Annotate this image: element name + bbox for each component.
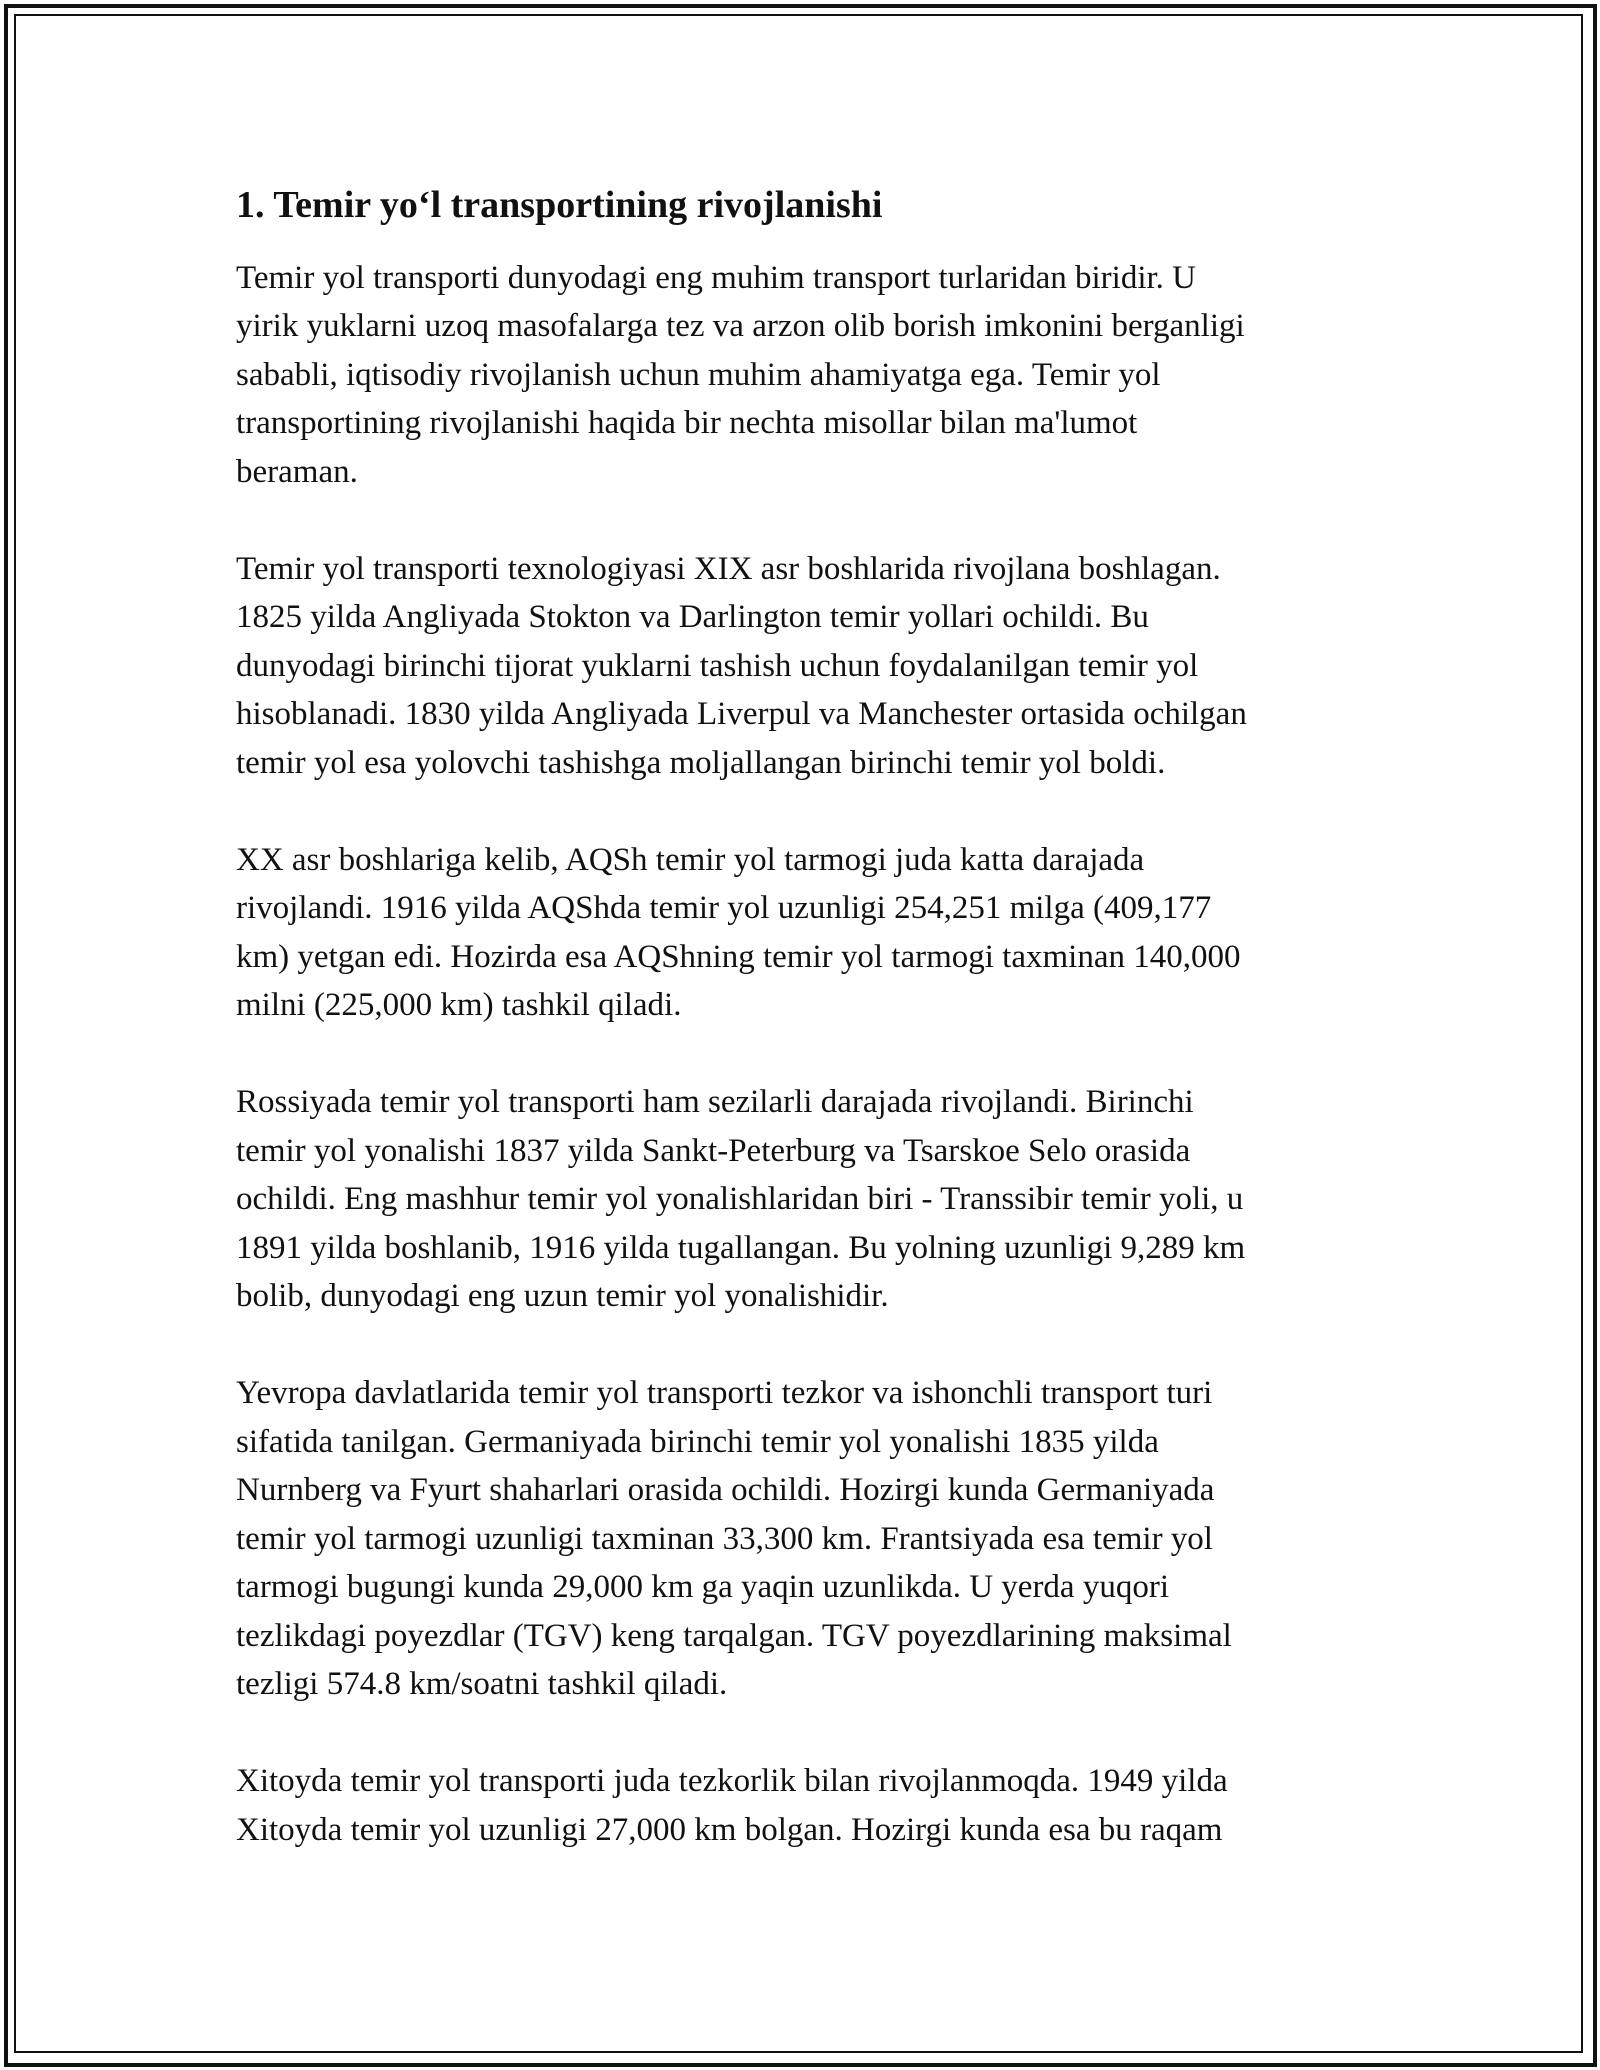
text-line: km) yetgan edi. Hozirda esa AQShning temir yol tarmogi taxminan 140,000 — [236, 938, 1241, 975]
text-line: 1891 yilda boshlanib, 1916 yilda tugallangan. Bu yolning uzunligi 9,289 km — [236, 1229, 1246, 1266]
text-line: yirik yuklarni uzoq masofalarga tez va arzon olib borish imkonini berganligi — [236, 308, 1245, 345]
text-line: 1825 yilda Angliyada Stokton va Darlington temir yollari ochildi. Bu — [236, 599, 1149, 636]
text-line: Nurnberg va Fyurt shaharlari orasida ochildi. Hozirgi kunda Germaniyada — [236, 1472, 1215, 1509]
paragraph-intro — [236, 254, 1366, 497]
paragraph-russia — [236, 1078, 1366, 1321]
document-body — [236, 183, 1366, 1903]
paragraph-china — [236, 1757, 1366, 1854]
text-line: Rossiyada temir yol transporti ham sezilarli darajada rivojlandi. Birinchi — [236, 1084, 1194, 1121]
text-line: transportining rivojlanishi haqida bir nechta misollar bilan ma'lumot — [236, 405, 1138, 442]
text-line: tarmogi bugungi kunda 29,000 km ga yaqin uzunlikda. U yerda yuqori — [236, 1569, 1169, 1606]
paragraph-england — [236, 545, 1366, 788]
text-line: rivojlandi. 1916 yilda AQShda temir yol uzunligi 254,251 milga (409,177 — [236, 890, 1212, 927]
paragraph-europe — [236, 1369, 1366, 1709]
text-line: bolib, dunyodagi eng uzun temir yol yonalishidir. — [236, 1278, 889, 1315]
text-line: ochildi. Eng mashhur temir yol yonalishlaridan biri - Transsibir temir yoli, u — [236, 1181, 1244, 1218]
text-line: dunyodagi birinchi tijorat yuklarni tashish uchun foydalanilgan temir yol — [236, 647, 1199, 684]
text-line: temir yol yonalishi 1837 yilda Sankt-Peterburg va Tsarskoe Selo orasida — [236, 1132, 1191, 1169]
text-line: sababli, iqtisodiy rivojlanish uchun muhim ahamiyatga ega. Temir yol — [236, 356, 1161, 393]
paragraph-usa — [236, 836, 1366, 1030]
text-line: temir yol tarmogi uzunligi taxminan 33,300 km. Frantsiyada esa temir yol — [236, 1520, 1213, 1557]
text-line: Xitoyda temir yol transporti juda tezkorlik bilan rivojlanmoqda. 1949 yilda — [236, 1763, 1228, 1800]
text-line: temir yol esa yolovchi tashishga moljallangan birinchi temir yol boldi. — [236, 744, 1166, 781]
text-line: Temir yol transporti dunyodagi eng muhim transport turlaridan biridir. U — [236, 259, 1197, 296]
text-line: Xitoyda temir yol uzunligi 27,000 km bolgan. Hozirgi kunda esa bu raqam — [236, 1811, 1223, 1848]
text-line: beraman. — [236, 453, 358, 490]
section-heading: 1. Temir yo‘l transportining rivojlanishi — [236, 184, 883, 226]
text-line: tezlikdagi poyezdlar (TGV) keng tarqalgan. TGV poyezdlarining maksimal — [236, 1617, 1232, 1654]
text-line: Yevropa davlatlarida temir yol transporti tezkor va ishonchli transport turi — [236, 1375, 1213, 1412]
text-line: Temir yol transporti texnologiyasi XIX asr boshlarida rivojlana boshlagan. — [236, 550, 1221, 587]
text-line: tezligi 574.8 km/soatni tashkil qiladi. — [236, 1666, 728, 1703]
text-line: XX asr boshlariga kelib, AQSh temir yol tarmogi juda katta darajada — [236, 841, 1145, 878]
text-line: milni (225,000 km) tashkil qiladi. — [236, 987, 682, 1024]
text-line: hisoblanadi. 1830 yilda Angliyada Liverpul va Manchester ortasida ochilgan — [236, 696, 1247, 733]
text-line: sifatida tanilgan. Germaniyada birinchi temir yol yonalishi 1835 yilda — [236, 1423, 1159, 1460]
